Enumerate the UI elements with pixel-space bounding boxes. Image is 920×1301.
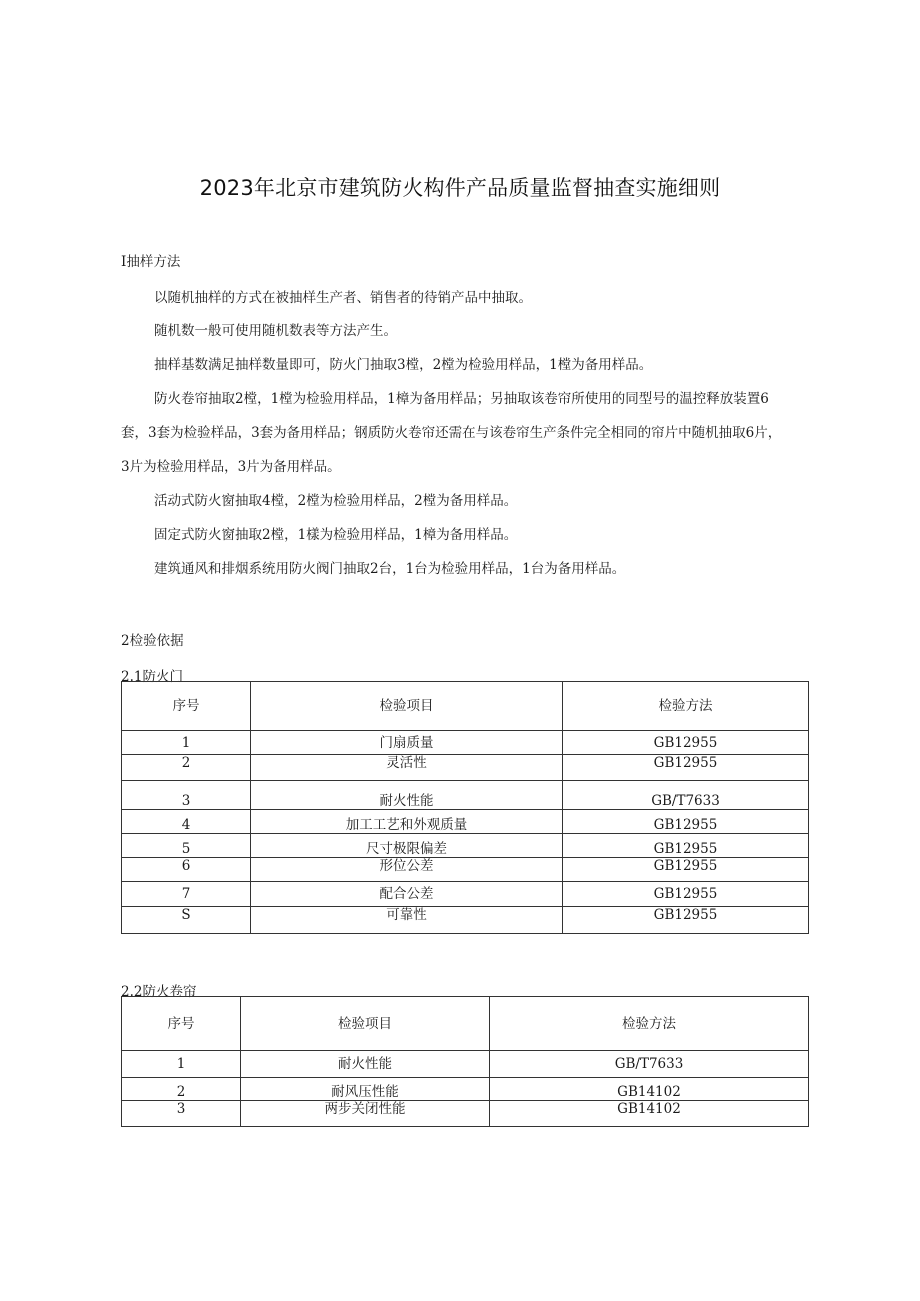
page-title: 2023年北京市建筑防火构件产品质量监督抽查实施细则 xyxy=(199,176,721,200)
table-cell: GB12955 xyxy=(563,731,809,755)
paragraph: 以随机抽样的方式在被抽样生产者、销售者的待销产品中抽取。 xyxy=(154,290,532,306)
table-cell: 5 xyxy=(122,834,251,858)
table-cell: 2 xyxy=(122,755,251,781)
paragraph: 建筑通风和排烟系统用防火阀门抽取2台，1台为检验用样品，1台为备用样品。 xyxy=(154,561,626,577)
paragraph: 随机数一般可使用随机数表等方法产生。 xyxy=(154,323,397,339)
table-cell: GB12955 xyxy=(563,834,809,858)
paragraph: 固定式防火窗抽取2樘，1樣为检验用样品，1樟为备用样品。 xyxy=(154,527,518,543)
table-cell: 4 xyxy=(122,810,251,834)
table-cell: GB12955 xyxy=(563,755,809,781)
table-row xyxy=(122,810,809,834)
table-row xyxy=(122,755,809,781)
table-row xyxy=(122,781,809,810)
table-cell: GB/T7633 xyxy=(563,781,809,810)
header-cell: 检验项目 xyxy=(241,997,490,1051)
table-cell: S xyxy=(122,907,251,934)
paragraph: 活动式防火窗抽取4樘，2樘为检验用样品，2樘为备用样品。 xyxy=(154,493,518,509)
section-heading-sampling: I抽样方法 xyxy=(121,254,181,270)
table-cell: 耐火性能 xyxy=(251,781,563,810)
table-cell: GB14102 xyxy=(490,1101,809,1127)
table-cell: 门扇质量 xyxy=(251,731,563,755)
paragraph: 防火卷帘抽取2樘，1樘为检验用样品，1樟为备用样品；另抽取该卷帘所使用的同型号的温控释放装置6 xyxy=(154,391,769,407)
table-row xyxy=(122,834,809,858)
table-row xyxy=(122,858,809,882)
paragraph: 套，3套为检验样品，3套为备用样品；钢质防火卷帘还需在与该卷帘生产条件完全相同的帘片中随机抽取6片， xyxy=(121,425,782,441)
table-cell: 3 xyxy=(122,1101,241,1127)
table-cell: 可靠性 xyxy=(251,907,563,934)
fire-shutter-table xyxy=(121,996,809,1127)
table-cell: 7 xyxy=(122,882,251,907)
header-cell: 序号 xyxy=(122,682,251,731)
table-cell: 加工工艺和外观质量 xyxy=(251,810,563,834)
table-cell: 1 xyxy=(122,1051,241,1078)
table-row xyxy=(122,907,809,934)
table-caption-fire-shutter: 2.2防火卷帘 xyxy=(121,984,197,1000)
table-cell: 灵活性 xyxy=(251,755,563,781)
header-cell: 序号 xyxy=(122,997,241,1051)
table-row xyxy=(122,731,809,755)
table-cell: GB12955 xyxy=(563,858,809,882)
table-row xyxy=(122,1101,809,1127)
table-cell: 2 xyxy=(122,1078,241,1101)
table-row xyxy=(122,1051,809,1078)
header-cell: 检验项目 xyxy=(251,682,563,731)
header-cell: 检验方法 xyxy=(490,997,809,1051)
table-cell: 1 xyxy=(122,731,251,755)
table-cell: 6 xyxy=(122,858,251,882)
table-cell: 尺寸极限偏差 xyxy=(251,834,563,858)
paragraph: 3片为检验用样品，3片为备用样品。 xyxy=(121,459,341,475)
table-cell: 3 xyxy=(122,781,251,810)
section-heading-basis: 2检验依据 xyxy=(121,633,184,649)
table-cell: GB12955 xyxy=(563,882,809,907)
table-cell: GB14102 xyxy=(490,1078,809,1101)
table-row xyxy=(122,1078,809,1101)
table-cell: 两步关闭性能 xyxy=(241,1101,490,1127)
table-cell: GB12955 xyxy=(563,907,809,934)
table-cell: 耐风压性能 xyxy=(241,1078,490,1101)
fire-door-table xyxy=(121,681,809,934)
table-header-row xyxy=(122,997,809,1051)
table-row xyxy=(122,882,809,907)
header-cell: 检验方法 xyxy=(563,682,809,731)
table-cell: 耐火性能 xyxy=(241,1051,490,1078)
table-caption-fire-door: 2.1防火门 xyxy=(121,669,183,685)
table-cell: GB12955 xyxy=(563,810,809,834)
table-cell: 配合公差 xyxy=(251,882,563,907)
paragraph: 抽样基数满足抽样数量即可，防火门抽取3樘，2樘为检验用样品，1樘为备用样品。 xyxy=(154,357,653,373)
table-cell: GB/T7633 xyxy=(490,1051,809,1078)
table-header-row xyxy=(122,682,809,731)
table-cell: 形位公差 xyxy=(251,858,563,882)
